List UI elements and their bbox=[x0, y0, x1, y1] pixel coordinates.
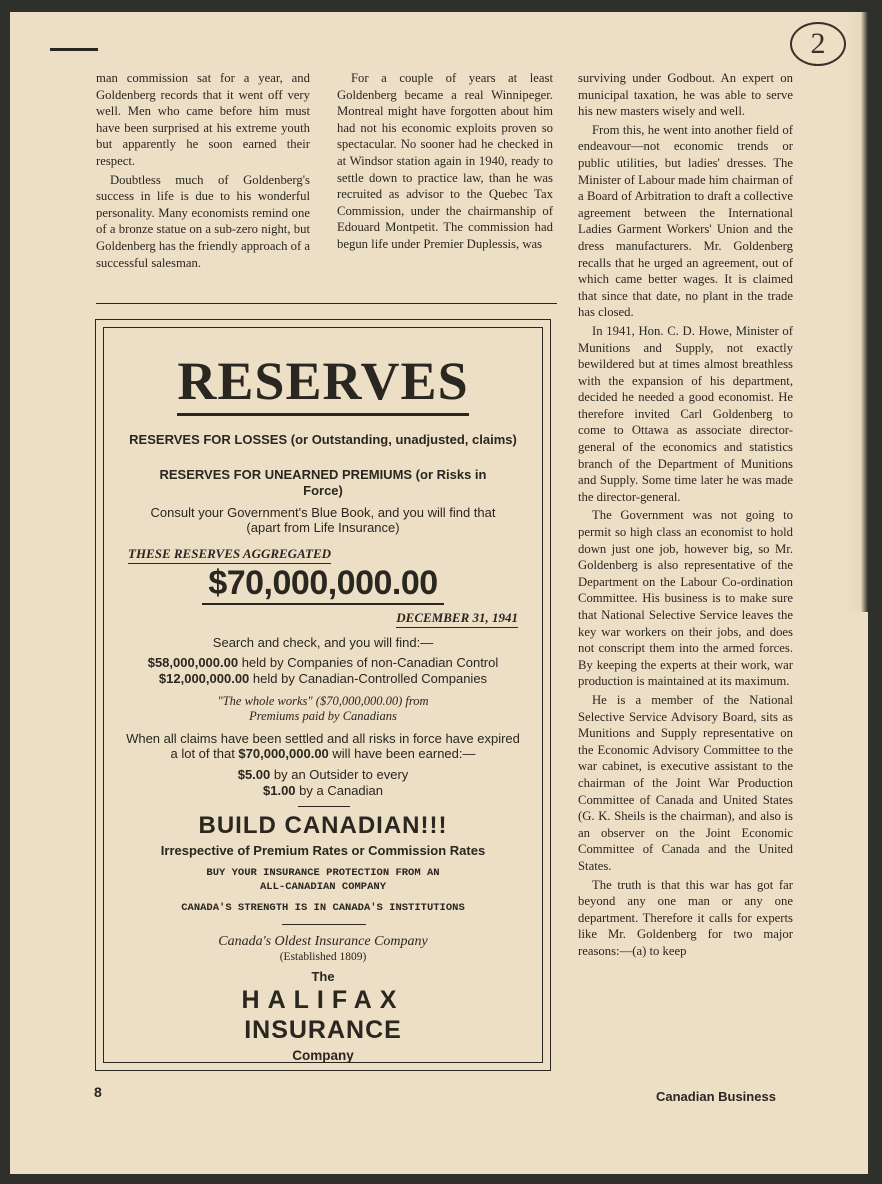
article-column-3 bbox=[578, 70, 793, 961]
ad-company: Company bbox=[292, 1048, 354, 1063]
ad-reserves-unearned: RESERVES FOR UNEARNED PREMIUMS (or Risks in Force) bbox=[159, 467, 487, 498]
ad-when-claims: When all claims have been settled and all risks in force have expired a lot of that $70,000,000.00 will have been earned:— bbox=[126, 731, 520, 761]
handwritten-page-mark: 2 bbox=[790, 22, 846, 66]
ad-halifax: HALIFAX bbox=[241, 986, 405, 1014]
footer-page-number: 8 bbox=[94, 1084, 102, 1100]
article-column-1 bbox=[96, 70, 310, 273]
ad-short-rule bbox=[282, 924, 366, 925]
ad-held-2: $12,000,000.00 held by Canadian-Controlled Companies bbox=[158, 671, 488, 686]
ad-buy: BUY YOUR INSURANCE PROTECTION FROM AN ALL-CANADIAN COMPANY bbox=[206, 867, 440, 893]
ad-aggregated: THESE RESERVES AGGREGATED bbox=[128, 546, 331, 564]
ad-established: (Established 1809) bbox=[279, 951, 367, 963]
advertisement-inner-border bbox=[103, 327, 543, 1063]
ad-date: DECEMBER 31, 1941 bbox=[396, 610, 518, 628]
insurance-advertisement bbox=[95, 319, 551, 1071]
footer-publication: Canadian Business bbox=[656, 1089, 776, 1104]
ad-amount: $70,000,000.00 bbox=[104, 564, 542, 603]
paragraph: In 1941, Hon. C. D. Howe, Minister of Munitions and Supply, not exactly bewildered but at times almost breathless with the expansion of his department, decided he needed a good economist. He therefore invited Carl Goldenberg to come to Ottawa as associate director-general of the economics and statistics branch of the Department of Munitions and Supply. Some time later he was made the director-general. bbox=[578, 323, 793, 504]
ad-search: Search and check, and you will find:— bbox=[212, 635, 434, 650]
paragraph: From this, he went into another field of endeavour—not economic trends or public utilities, but ladies' dresses. The Minister of Labour made him chairman of a Board of Arbitration to draft a collective agreement between the International Ladies Garment Workers' Union and the dress manufacturers. Mr. Goldenberg recalls that he urged an agreement, out of which came better wages. It is claimed that since that date, no plant in the trade has closed. bbox=[578, 122, 793, 320]
ad-whole-works: "The whole works" ($70,000,000.00) from Premiums paid by Canadians bbox=[217, 694, 429, 723]
paragraph: surviving under Godbout. An expert on municipal taxation, he was able to serve his new masters wisely and well. bbox=[578, 71, 793, 119]
ad-held-1: $58,000,000.00 held by Companies of non-Canadian Control bbox=[147, 655, 499, 670]
ad-earn-2: $1.00 by a Canadian bbox=[263, 783, 383, 798]
article-column-2 bbox=[337, 70, 553, 255]
ad-insurance: INSURANCE bbox=[244, 1016, 402, 1044]
ad-consult: Consult your Government's Blue Book, and you will find that (apart from Life Insurance) bbox=[150, 505, 496, 535]
ad-earn-1: $5.00 by an Outsider to every bbox=[237, 767, 409, 782]
column-divider-rule bbox=[96, 303, 557, 304]
paragraph: He is a member of the National Selective Service Advisory Board, sits as Munitions and Supply representative on the Economic Advisory Committee to the war cabinet, is executive assistant to the chairman of the Joint War Production Committee of Canada and United States (G. K. Sheils is the chairman), and also is an observer on the Joint Economic Committee of Canada and the United States. bbox=[578, 692, 793, 873]
magazine-page bbox=[10, 12, 868, 1174]
ad-short-rule bbox=[298, 806, 350, 807]
paragraph: The Government was not going to permit so high class an economist to hold down just one job, however big, so Mr. Goldenberg is also representative of the Department on the Labour Co-ordination Committee. His business is to make sure that National Selective Service leaves the key war workers on their jobs, and does not conscript them into the armed forces. By keeping the experts at their work, war production is maintained at its maximum. bbox=[578, 508, 793, 689]
ad-oldest: Canada's Oldest Insurance Company bbox=[218, 934, 428, 949]
paragraph: The truth is that this war has got far beyond any one man or any one department. Therefore it calls for experts like Mr. Goldenberg for two major reasons:—(a) to keep bbox=[578, 877, 793, 958]
ad-irrespective: Irrespective of Premium Rates or Commission Rates bbox=[160, 843, 486, 858]
paragraph: For a couple of years at least Goldenberg became a real Winnipeger. Montreal might have forgotten about him had not his economic exploits proven so spectacular. No sooner had he checked in at Windsor station again in 1940, ready to settle down to practice law, than he was recruited as advisor to the Quebec Tax Commission, under the chairmanship of Edouard Montpetit. The commission had begun life under Premier Duplessis, was bbox=[337, 71, 553, 251]
ad-reserves-losses: RESERVES FOR LOSSES (or Outstanding, unadjusted, claims) bbox=[129, 432, 517, 447]
ad-headline: RESERVES bbox=[104, 354, 542, 408]
torn-edge bbox=[844, 12, 868, 612]
ad-strength: CANADA'S STRENGTH IS IN CANADA'S INSTITUTIONS bbox=[181, 902, 465, 914]
ad-the: The bbox=[311, 969, 335, 984]
ad-build-canadian: BUILD CANADIAN!!! bbox=[198, 812, 448, 839]
paragraph: man commission sat for a year, and Goldenberg records that it went off very well. Men who came before him must have been surprised at his extreme youth but apparently he soon earned their respect. bbox=[96, 71, 310, 168]
mark-dash bbox=[50, 48, 98, 51]
paragraph: Doubtless much of Goldenberg's success in life is due to his wonderful personality. Many economists remind one of a bronze statue on a sub-zero night, but Goldenberg has the friendly approach of a successful salesman. bbox=[96, 172, 310, 270]
